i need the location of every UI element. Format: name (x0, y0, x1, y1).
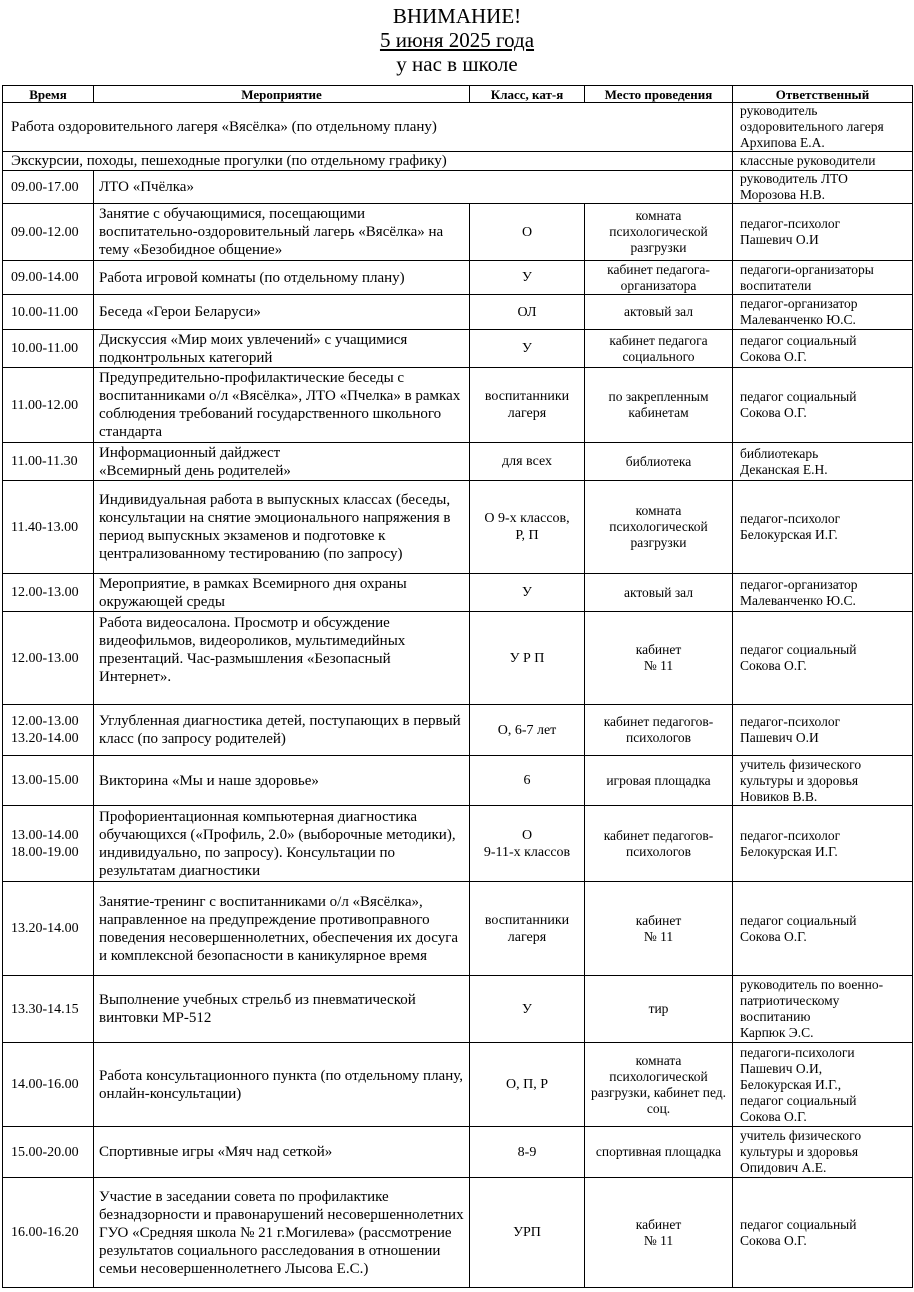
cell-class: УРП (470, 1178, 585, 1288)
cell-place: спортивная площадка (585, 1127, 733, 1178)
col-header-class: Класс, кат-я (470, 86, 585, 103)
cell-responsible: педагог-психолог Пашевич О.И (733, 705, 913, 756)
cell-event: Выполнение учебных стрельб из пневматической винтовки МР-512 (94, 976, 470, 1043)
cell-time: 13.00-15.00 (3, 756, 94, 806)
table-row (3, 295, 913, 330)
cell-event: Углубленная диагностика детей, поступающих в первый класс (по запросу родителей) (94, 705, 470, 756)
cell-class: 8-9 (470, 1127, 585, 1178)
cell-place: актовый зал (585, 574, 733, 612)
cell-event: Участие в заседании совета по профилактике безнадзорности и правонарушений несовершеннолетних ГУО «Средняя школа № 21 г.Могилева» (рассмотрение результатов социального расследования в отношении семьи несовершеннолетнего Лысова Е.С.) (94, 1178, 470, 1288)
cell-responsible: руководитель оздоровительного лагеря Архипова Е.А. (733, 103, 913, 152)
table-row (3, 368, 913, 443)
cell-place: кабинет № 11 (585, 882, 733, 976)
cell-responsible: педагог социальный Сокова О.Г. (733, 612, 913, 705)
cell-responsible: педагог социальный Сокова О.Г. (733, 368, 913, 443)
table-row (3, 261, 913, 295)
table-row (3, 976, 913, 1043)
cell-event: Работа консультационного пункта (по отдельному плану, онлайн-консультации) (94, 1043, 470, 1127)
date-heading: 5 июня 2025 года (379, 28, 535, 52)
cell-time: 11.40-13.00 (3, 481, 94, 574)
cell-time: 13.30-14.15 (3, 976, 94, 1043)
col-header-time: Время (3, 86, 94, 103)
cell-place: кабинет педагогов-психологов (585, 705, 733, 756)
table-row (3, 152, 913, 171)
cell-place: тир (585, 976, 733, 1043)
cell-class: У (470, 976, 585, 1043)
cell-event: Занятие-тренинг с воспитанниками о/л «Вясёлка», направленное на предупреждение противоправного поведения несовершеннолетних, обеспечения их досуга и комплексной безопасности в каникулярное время (94, 882, 470, 976)
table-row (3, 612, 913, 705)
page-header (0, 0, 914, 76)
cell-responsible: педагог социальный Сокова О.Г. (733, 1178, 913, 1288)
col-header-event: Мероприятие (94, 86, 470, 103)
cell-time: 09.00-17.00 (3, 171, 94, 204)
cell-time: 12.00-13.00 13.20-14.00 (3, 705, 94, 756)
cell-responsible: педагог социальный Сокова О.Г. (733, 882, 913, 976)
cell-class: О 9-11-х классов (470, 806, 585, 882)
span-row-text: Работа оздоровительного лагеря «Вясёлка» (по отдельному плану) (3, 103, 733, 152)
cell-place: кабинет № 11 (585, 612, 733, 705)
cell-event: Индивидуальная работа в выпускных классах (беседы, консультации на снятие эмоционального напряжения в период выпускных экзаменов и подготовке к централизованному тестированию (по запросу) (94, 481, 470, 574)
cell-class: О 9-х классов, Р, П (470, 481, 585, 574)
cell-time: 11.00-12.00 (3, 368, 94, 443)
cell-responsible: педагог-психолог Пашевич О.И (733, 204, 913, 261)
cell-event: Беседа «Герои Беларуси» (94, 295, 470, 330)
cell-time: 13.00-14.00 18.00-19.00 (3, 806, 94, 882)
cell-event: Работа видеосалона. Просмотр и обсуждение видеофильмов, видеороликов, мультимедийных презентаций. Час-размышления «Безопасный Интернет». (94, 612, 470, 705)
cell-class: У Р П (470, 612, 585, 705)
cell-class: О (470, 204, 585, 261)
cell-event: Мероприятие, в рамках Всемирного дня охраны окружающей среды (94, 574, 470, 612)
cell-time: 13.20-14.00 (3, 882, 94, 976)
cell-time: 15.00-20.00 (3, 1127, 94, 1178)
cell-place: комната психологической разгрузки (585, 204, 733, 261)
table-row (3, 882, 913, 976)
cell-event: Занятие с обучающимися, посещающими воспитательно-оздоровительный лагерь «Вясёлка» на тему «Безобидное общение» (94, 204, 470, 261)
col-header-responsible: Ответственный (733, 86, 913, 103)
schedule-table (2, 85, 913, 1288)
school-heading: у нас в школе (396, 52, 518, 76)
table-row (3, 330, 913, 368)
cell-class: О, 6-7 лет (470, 705, 585, 756)
cell-responsible: библиотекарь Деканская Е.Н. (733, 443, 913, 481)
cell-responsible: учитель физического культуры и здоровья Новиков В.В. (733, 756, 913, 806)
cell-time: 09.00-12.00 (3, 204, 94, 261)
cell-place: комната психологической разгрузки (585, 481, 733, 574)
table-row (3, 103, 913, 152)
table-row (3, 1127, 913, 1178)
table-row (3, 806, 913, 882)
cell-event: Дискуссия «Мир моих увлечений» с учащимися подконтрольных категорий (94, 330, 470, 368)
cell-event: Викторина «Мы и наше здоровье» (94, 756, 470, 806)
table-row (3, 705, 913, 756)
cell-class: У (470, 261, 585, 295)
cell-time: 10.00-11.00 (3, 295, 94, 330)
cell-responsible: педагог-организатор Малеванченко Ю.С. (733, 295, 913, 330)
cell-event: Работа игровой комнаты (по отдельному плану) (94, 261, 470, 295)
cell-place: по закрепленным кабинетам (585, 368, 733, 443)
cell-time: 12.00-13.00 (3, 612, 94, 705)
cell-time: 12.00-13.00 (3, 574, 94, 612)
cell-class: 6 (470, 756, 585, 806)
cell-place: кабинет педагога-организатора (585, 261, 733, 295)
cell-time: 10.00-11.00 (3, 330, 94, 368)
cell-place: игровая площадка (585, 756, 733, 806)
cell-class: воспитанники лагеря (470, 882, 585, 976)
cell-event: ЛТО «Пчёлка» (94, 171, 733, 204)
cell-event: Профориентационная компьютерная диагностика обучающихся («Профиль, 2.0» (выборочные методики), индивидуально, по запросу). Консультации по результатам диагностики (94, 806, 470, 882)
col-header-place: Место проведения (585, 86, 733, 103)
cell-place: кабинет № 11 (585, 1178, 733, 1288)
cell-class: воспитанники лагеря (470, 368, 585, 443)
cell-responsible: педагог-психолог Белокурская И.Г. (733, 481, 913, 574)
attention-heading: ВНИМАНИЕ! (392, 4, 522, 28)
cell-time: 09.00-14.00 (3, 261, 94, 295)
table-row (3, 204, 913, 261)
table-row (3, 481, 913, 574)
cell-place: кабинет педагогов-психологов (585, 806, 733, 882)
cell-class: ОЛ (470, 295, 585, 330)
cell-class: О, П, Р (470, 1043, 585, 1127)
cell-event: Предупредительно-профилактические беседы с воспитанниками о/л «Вясёлка», ЛТО «Пчелка» в рамках соблюдения требований государственного школьного стандарта (94, 368, 470, 443)
table-row (3, 574, 913, 612)
span-row-text: Экскурсии, походы, пешеходные прогулки (по отдельному графику) (3, 152, 733, 171)
table-row (3, 756, 913, 806)
cell-responsible: руководитель ЛТО Морозова Н.В. (733, 171, 913, 204)
cell-place: кабинет педагога социального (585, 330, 733, 368)
table-row (3, 443, 913, 481)
header-row (3, 86, 913, 103)
cell-responsible: педагог-организатор Малеванченко Ю.С. (733, 574, 913, 612)
cell-responsible: руководитель по военно-патриотическому воспитанию Карпюк Э.С. (733, 976, 913, 1043)
cell-class: для всех (470, 443, 585, 481)
table-row (3, 1178, 913, 1288)
cell-time: 11.00-11.30 (3, 443, 94, 481)
cell-place: актовый зал (585, 295, 733, 330)
cell-time: 16.00-16.20 (3, 1178, 94, 1288)
cell-place: комната психологической разгрузки, кабинет пед. соц. (585, 1043, 733, 1127)
cell-responsible: педагоги-психологи Пашевич О.И, Белокурская И.Г., педагог социальный Сокова О.Г. (733, 1043, 913, 1127)
table-row (3, 1043, 913, 1127)
cell-responsible: педагог социальный Сокова О.Г. (733, 330, 913, 368)
cell-class: У (470, 574, 585, 612)
cell-place: библиотека (585, 443, 733, 481)
cell-responsible: педагог-психолог Белокурская И.Г. (733, 806, 913, 882)
cell-responsible: педагоги-организаторы воспитатели (733, 261, 913, 295)
cell-event: Информационный дайджест «Всемирный день родителей» (94, 443, 470, 481)
cell-responsible: классные руководители (733, 152, 913, 171)
cell-responsible: учитель физического культуры и здоровья Опидович А.Е. (733, 1127, 913, 1178)
cell-time: 14.00-16.00 (3, 1043, 94, 1127)
table-row (3, 171, 913, 204)
cell-class: У (470, 330, 585, 368)
cell-event: Спортивные игры «Мяч над сеткой» (94, 1127, 470, 1178)
